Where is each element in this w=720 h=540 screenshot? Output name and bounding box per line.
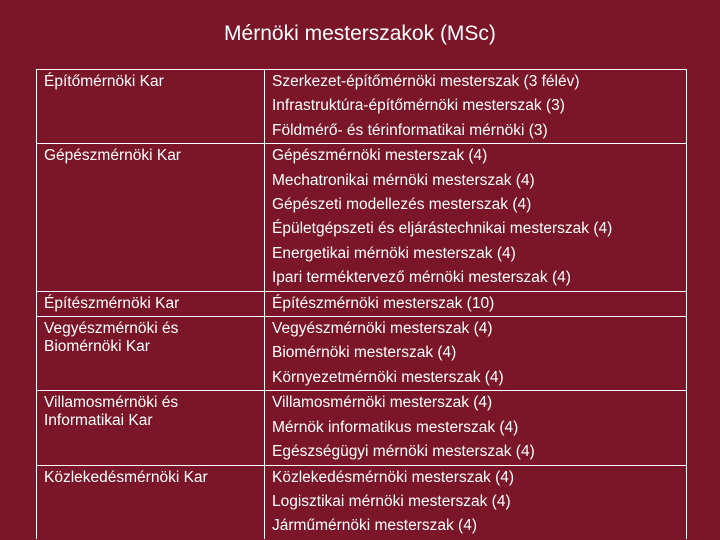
faculty-cell: Gépészmérnöki Kar [37,144,265,291]
table-row [37,70,687,144]
programs-cell [265,70,687,144]
programs-cell [265,291,687,316]
faculty-cell: Építészmérnöki Kar [37,291,265,316]
program-item: Villamosmérnöki mesterszak (4) [272,394,493,412]
program-item: Gépészmérnöki mesterszak (4) [272,147,488,165]
table-row [37,291,687,316]
program-item: Biomérnöki mesterszak (4) [272,344,457,362]
programs-cell [265,391,687,465]
program-item: Gépészeti modellezés mesterszak (4) [272,196,532,214]
program-item: Infrastruktúra-építőmérnöki mesterszak (3) [272,97,565,115]
programs-cell [265,465,687,539]
table-row [37,317,687,391]
program-item: Környezetmérnöki mesterszak (4) [272,368,504,386]
page-title: Mérnöki mesterszakok (MSc) [224,22,496,45]
program-item: Ipari terméktervező mérnöki mesterszak (4) [272,269,571,287]
faculty-cell: Közlekedésmérnöki Kar [37,465,265,539]
faculty-cell: Villamosmérnöki és Informatikai Kar [37,391,265,465]
program-item: Épületgépszeti és eljárástechnikai mesterszak (4) [272,220,613,238]
program-item: Egészségügyi mérnöki mesterszak (4) [272,443,535,461]
table-row [37,465,687,539]
faculty-table [36,69,687,539]
program-item: Közlekedésmérnöki mesterszak (4) [272,468,515,486]
table-row [37,144,687,291]
table-row [37,391,687,465]
program-item: Mechatronikai mérnöki mesterszak (4) [272,171,535,189]
program-item: Logisztikai mérnöki mesterszak (4) [272,492,511,510]
faculty-cell: Építőmérnöki Kar [37,70,265,144]
programs-cell [265,144,687,291]
program-item: Energetikai mérnöki mesterszak (4) [272,244,516,262]
program-item: Földmérő- és térinformatikai mérnöki (3) [272,121,548,139]
program-item: Építészmérnöki mesterszak (10) [272,294,495,312]
program-item: Szerkezet-építőmérnöki mesterszak (3 félév) [272,73,580,90]
program-item: Járműmérnöki mesterszak (4) [272,517,477,535]
program-item: Vegyészmérnöki mesterszak (4) [272,320,493,338]
faculty-cell: Vegyészmérnöki és Biomérnöki Kar [37,317,265,391]
programs-cell [265,317,687,391]
program-item: Mérnök informatikus mesterszak (4) [272,418,519,436]
